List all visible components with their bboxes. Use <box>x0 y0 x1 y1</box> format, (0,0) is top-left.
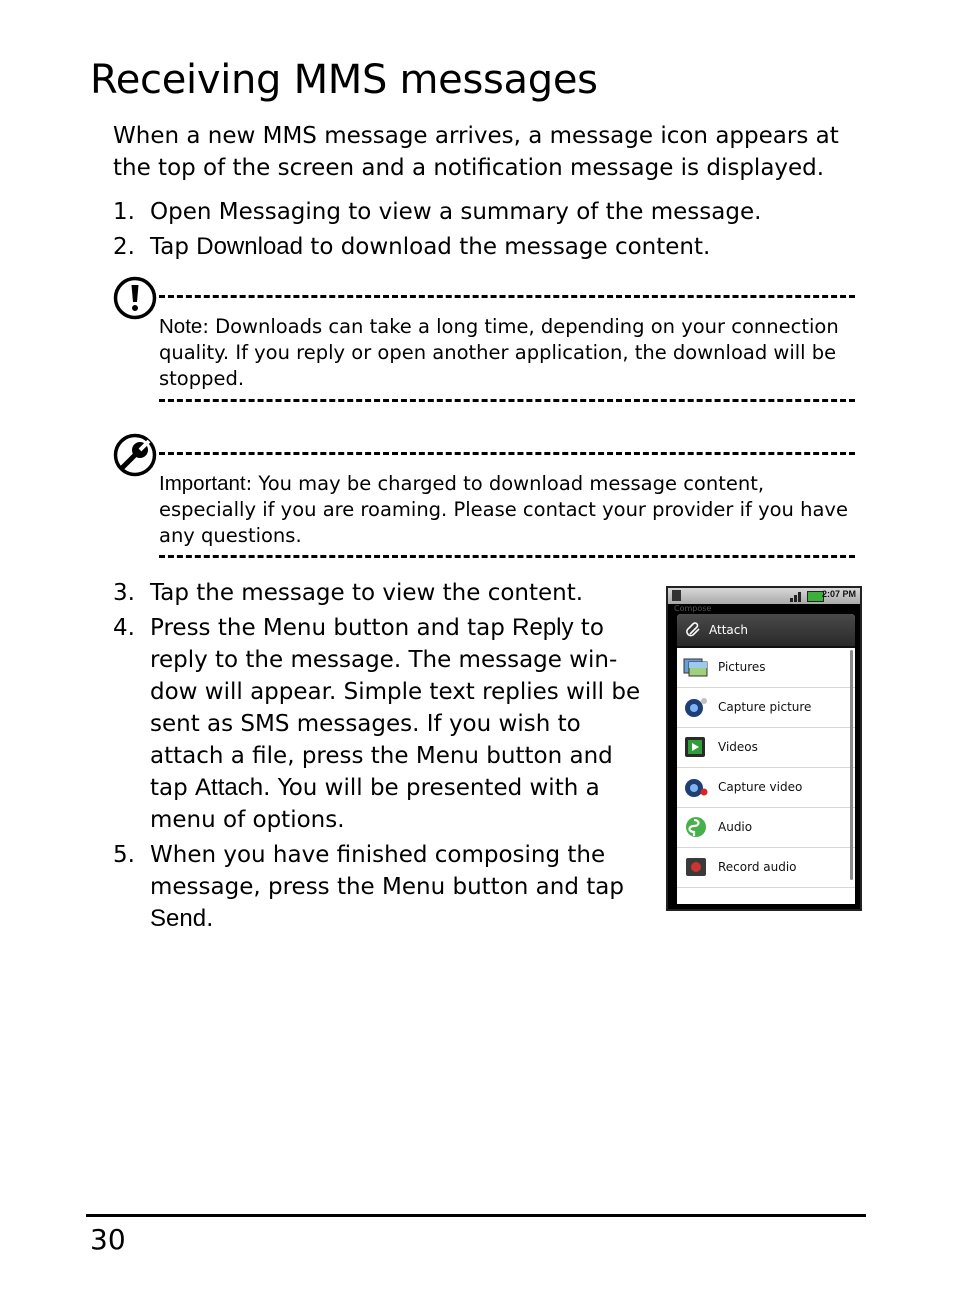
video-camera-icon <box>683 776 709 798</box>
microphone-icon <box>683 856 709 878</box>
important-callout <box>113 433 855 563</box>
attach-menu <box>677 614 855 904</box>
dashed-divider <box>159 452 855 455</box>
camera-icon <box>683 696 709 718</box>
list-item <box>113 577 643 609</box>
step-number: 5. <box>113 842 135 868</box>
menu-item-label: Record audio <box>718 860 797 874</box>
step-text: Open Messaging to view a summary of the message. <box>150 199 762 225</box>
list-item <box>113 196 873 228</box>
dashed-divider <box>159 295 855 298</box>
step-text: Tap the message to view the content. <box>150 580 584 606</box>
pictures-icon <box>683 656 709 678</box>
footer-divider <box>86 1214 866 1217</box>
dashed-divider <box>159 399 855 402</box>
menu-header <box>677 614 855 648</box>
menu-item-label: Capture video <box>718 780 803 794</box>
menu-item-pictures[interactable] <box>677 648 855 688</box>
note-label: Note <box>159 315 203 338</box>
step-number: 4. <box>113 615 135 641</box>
step-number: 1. <box>113 199 135 225</box>
menu-item-videos[interactable] <box>677 728 855 768</box>
list-item <box>113 612 643 836</box>
step-number: 2. <box>113 234 135 260</box>
attach-menu-screenshot <box>666 586 862 911</box>
list-item <box>113 231 873 263</box>
menu-item-label: Videos <box>718 740 758 754</box>
step-text: . You will be presented with a menu of options. <box>150 775 600 833</box>
exclamation-icon <box>113 276 157 320</box>
compose-label: Compose <box>674 604 712 613</box>
step-keyword: Download <box>196 233 303 260</box>
usb-icon <box>672 590 681 601</box>
menu-item-capture-picture[interactable] <box>677 688 855 728</box>
step-text: Press the Menu button and tap <box>150 615 513 641</box>
menu-item-label: Capture picture <box>718 700 812 714</box>
videos-icon <box>683 736 709 758</box>
important-label: Important <box>159 472 246 495</box>
paperclip-icon <box>685 621 703 639</box>
important-text <box>159 471 855 549</box>
steps-list-top <box>113 196 873 266</box>
wrench-icon <box>113 433 157 477</box>
menu-item-record-audio[interactable] <box>677 848 855 888</box>
step-text: to reply to the message. The message win-dow will appear. Simple text replies will be sent as SMS messages. If you wish to attach a file, press the Menu button and tap <box>150 615 641 801</box>
note-text <box>159 314 855 392</box>
menu-title: Attach <box>709 623 748 637</box>
step-keyword: Send <box>150 905 207 932</box>
dashed-divider <box>159 555 855 558</box>
step-text: . <box>206 906 214 932</box>
step-text: to download the message content. <box>302 234 711 260</box>
menu-scrollbar[interactable] <box>850 650 853 880</box>
audio-icon <box>683 816 709 838</box>
steps-list-bottom <box>113 577 643 938</box>
step-number: 3. <box>113 580 135 606</box>
menu-item-capture-video[interactable] <box>677 768 855 808</box>
page-number: 30 <box>90 1223 126 1256</box>
page-title: Receiving MMS messages <box>90 57 598 103</box>
menu-item-audio[interactable] <box>677 808 855 848</box>
signal-icon <box>790 590 804 602</box>
step-keyword: Attach <box>195 774 264 801</box>
note-callout <box>113 276 855 406</box>
status-bar <box>668 588 860 604</box>
status-time: 2:07 PM <box>821 589 856 599</box>
step-text: Tap <box>150 234 197 260</box>
step-text: When you have finished composing the message, press the Menu button and tap <box>150 842 624 900</box>
note-body: : Downloads can take a long time, depending on your connection quality. If you reply or open another application, the download will be stopped. <box>159 315 839 390</box>
intro-paragraph: When a new MMS message arrives, a message icon appears at the top of the screen and a notification message is displayed. <box>113 123 839 181</box>
important-body: : You may be charged to download message content, especially if you are roaming. Please contact your provider if you have any questions. <box>159 472 848 547</box>
menu-item-label: Pictures <box>718 660 766 674</box>
menu-item-label: Audio <box>718 820 753 834</box>
step-keyword: Reply <box>512 614 574 641</box>
list-item <box>113 839 643 935</box>
